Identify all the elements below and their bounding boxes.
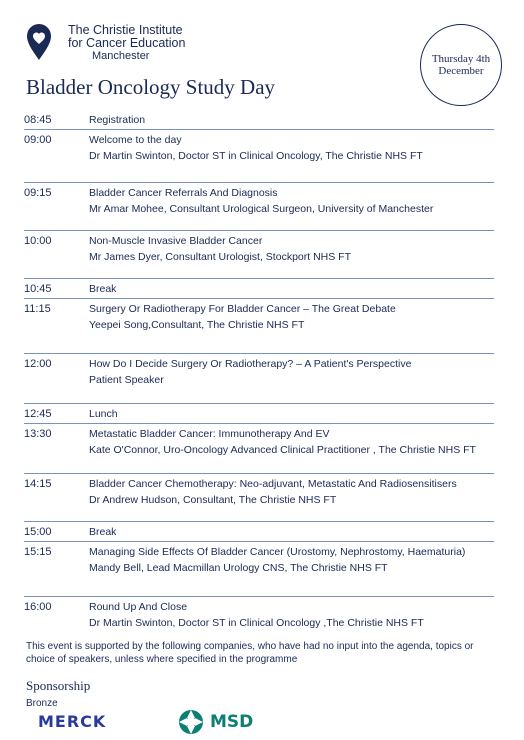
- agenda-row: [24, 404, 494, 424]
- agenda-time: 10:00: [24, 235, 52, 247]
- bronze-label: Bronze: [26, 698, 58, 709]
- agenda-session-title: Metastatic Bladder Cancer: Immunotherapy And EV: [89, 428, 330, 440]
- agenda-session-title: Break: [89, 526, 117, 538]
- date-text: Thursday 4th December: [431, 53, 491, 77]
- agenda-row: [24, 130, 494, 183]
- agenda-session-title: Lunch: [89, 408, 118, 420]
- agenda-time: 12:45: [24, 408, 52, 420]
- agenda-row: [24, 542, 494, 597]
- agenda-time: 15:15: [24, 546, 52, 558]
- agenda-time: 09:00: [24, 134, 52, 146]
- agenda-time: 13:30: [24, 428, 52, 440]
- agenda-time: 08:45: [24, 114, 52, 126]
- agenda-speaker: Dr Andrew Hudson, Consultant, The Christie NHS FT: [89, 494, 337, 506]
- agenda-time: 15:00: [24, 526, 52, 538]
- agenda-speaker: Yeepei Song,Consultant, The Christie NHS FT: [89, 319, 305, 331]
- sponsorship-heading: Sponsorship: [26, 678, 91, 693]
- agenda-session-title: Round Up And Close: [89, 601, 188, 613]
- agenda-row: [24, 231, 494, 279]
- agenda-session-title: Bladder Cancer Chemotherapy: Neo-adjuvant, Metastatic And Radiosensitisers: [89, 478, 457, 490]
- agenda-session-title: Non-Muscle Invasive Bladder Cancer: [89, 235, 263, 247]
- agenda-row: [24, 474, 494, 522]
- agenda-speaker: Mr James Dyer, Consultant Urologist, Stockport NHS FT: [89, 251, 351, 263]
- agenda-time: 11:15: [24, 303, 51, 315]
- agenda-session-title: Registration: [89, 114, 146, 126]
- agenda-row: [24, 522, 494, 542]
- msd-emblem-icon: [178, 709, 204, 735]
- agenda-speaker: Dr Martin Swinton, Doctor ST in Clinical Oncology, The Christie NHS FT: [89, 150, 423, 162]
- agenda-session-title: Bladder Cancer Referrals And Diagnosis: [89, 187, 278, 199]
- agenda-time: 09:15: [24, 187, 52, 199]
- merck-logo: MERCK: [38, 712, 107, 731]
- institute-line-2: for Cancer Education: [68, 36, 186, 50]
- agenda-session-title: Managing Side Effects Of Bladder Cancer (Urostomy, Nephrostomy, Haematuria): [89, 546, 466, 558]
- agenda-session-title: Welcome to the day: [89, 134, 182, 146]
- christie-logo-icon: [26, 23, 52, 61]
- agenda-time: 12:00: [24, 358, 52, 370]
- agenda-session-title: Break: [89, 283, 117, 295]
- agenda-row: [24, 299, 494, 354]
- agenda-row: [24, 354, 494, 404]
- agenda-row: [24, 183, 494, 231]
- institute-name: [68, 24, 185, 63]
- date-badge: [420, 24, 502, 106]
- msd-logo: [178, 709, 253, 735]
- agenda-row: [24, 279, 494, 299]
- agenda-speaker: Patient Speaker: [89, 374, 164, 386]
- agenda-speaker: Dr Martin Swinton, Doctor ST in Clinical Oncology ,The Christie NHS FT: [89, 617, 424, 629]
- agenda-row: [24, 110, 494, 130]
- agenda-time: 14:15: [24, 478, 52, 490]
- institute-line-3: Manchester: [92, 50, 150, 62]
- institute-line-1: The Christie Institute: [68, 23, 183, 37]
- agenda-speaker: Kate O'Connor, Uro-Oncology Advanced Clinical Practitioner , The Christie NHS FT: [89, 444, 476, 456]
- agenda-time: 10:45: [24, 283, 52, 295]
- agenda-row: [24, 597, 494, 637]
- msd-text: MSD: [210, 712, 254, 732]
- agenda-session-title: Surgery Or Radiotherapy For Bladder Cancer – The Great Debate: [89, 303, 396, 315]
- page-title: Bladder Oncology Study Day: [26, 75, 276, 99]
- agenda-time: 16:00: [24, 601, 52, 613]
- agenda-session-title: How Do I Decide Surgery Or Radiotherapy? – A Patient's Perspective: [89, 358, 412, 370]
- agenda-row: [24, 424, 494, 474]
- sponsorship-note: This event is supported by the following companies, who have had no input into the agenda, topics or choice of speakers, unless where specified in the programme: [26, 641, 474, 665]
- agenda-speaker: Mr Amar Mohee, Consultant Urological Surgeon, University of Manchester: [89, 203, 434, 215]
- agenda-speaker: Mandy Bell, Lead Macmillan Urology CNS, The Christie NHS FT: [89, 562, 388, 574]
